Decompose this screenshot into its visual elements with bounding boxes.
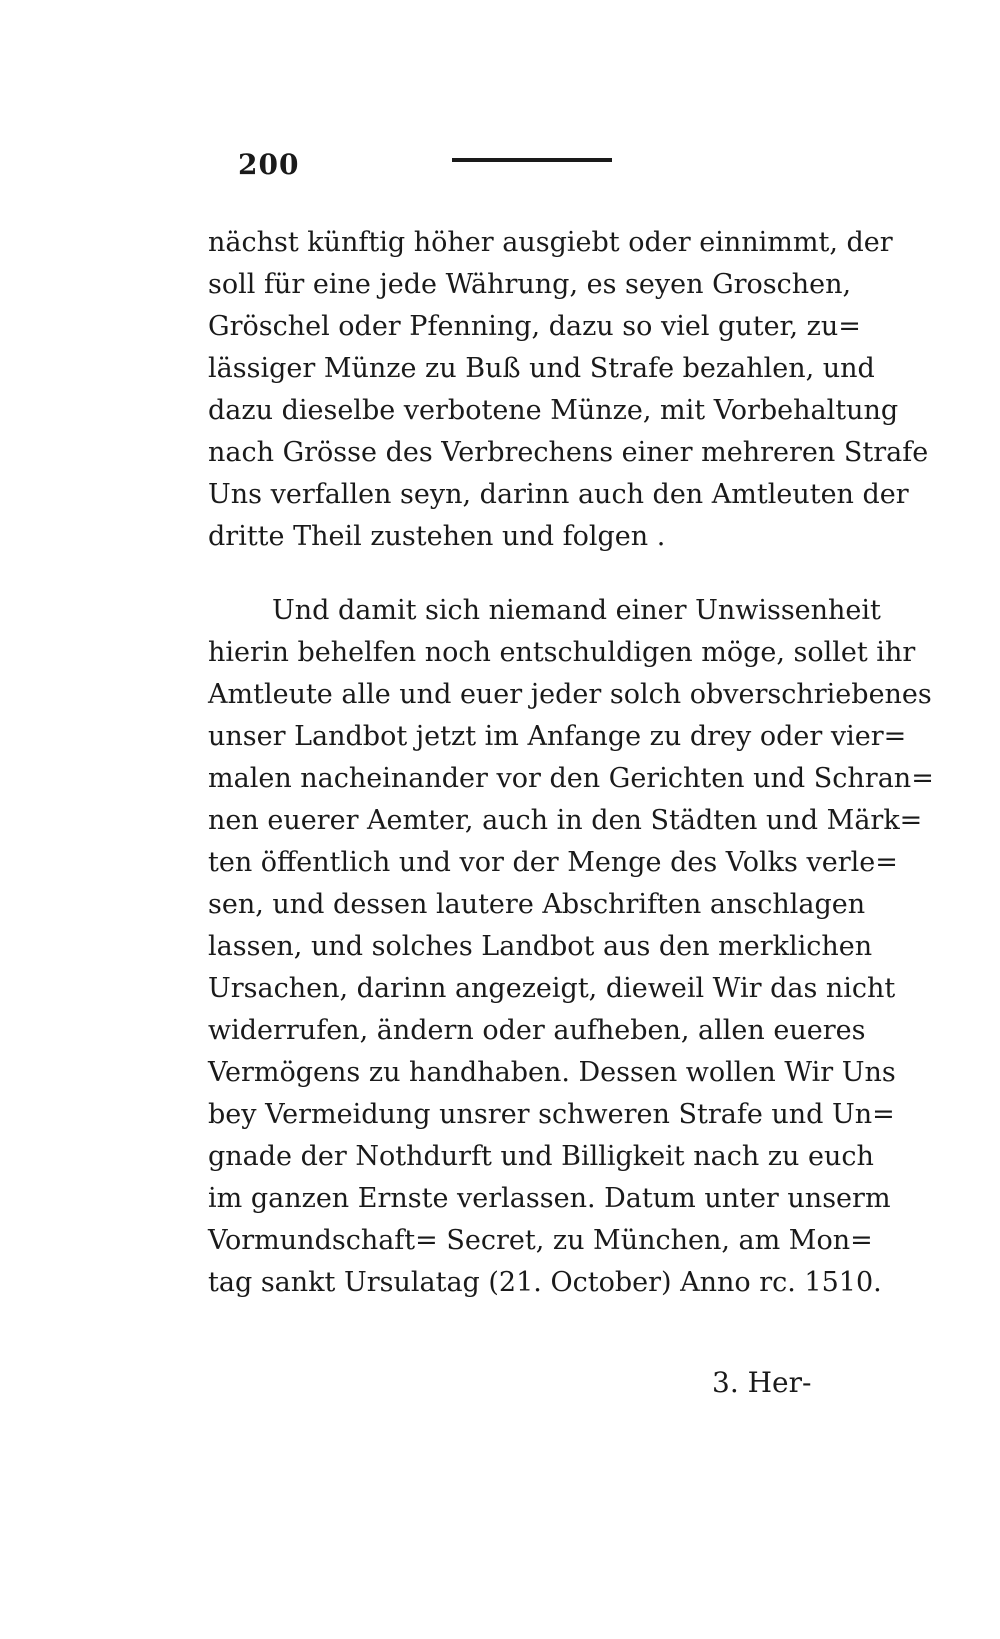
text-line: dritte Theil zustehen und folgen . (208, 521, 666, 552)
page-number: 200 (238, 148, 300, 181)
text-line: gnade der Nothdurft und Billigkeit nach zu euch (208, 1141, 874, 1172)
text-line: bey Vermeidung unsrer schweren Strafe und Un= (208, 1099, 895, 1130)
text-line: nach Grösse des Verbrechens einer mehreren Strafe (208, 437, 929, 468)
text-line: nen euerer Aemter, auch in den Städten und Märk= (208, 805, 923, 836)
catchword: 3. Her- (712, 1366, 812, 1399)
text-line: widerrufen, ändern oder aufheben, allen eueres (208, 1015, 866, 1046)
text-line: ten öffentlich und vor der Menge des Volks verle= (208, 847, 898, 878)
text-line: soll für eine jede Währung, es seyen Groschen, (208, 269, 852, 300)
text-line: sen, und dessen lautere Abschriften anschlagen (208, 889, 866, 920)
text-line: Amtleute alle und euer jeder solch obverschriebenes (208, 679, 932, 710)
text-line: dazu dieselbe verbotene Münze, mit Vorbehaltung (208, 395, 899, 426)
text-line: Und damit sich niemand einer Unwissenheit (272, 595, 881, 626)
text-line: nächst künftig höher ausgiebt oder einnimmt, der (208, 227, 893, 258)
text-line: Gröschel oder Pfenning, dazu so viel guter, zu= (208, 311, 861, 342)
text-line: unser Landbot jetzt im Anfange zu drey oder vier= (208, 721, 907, 752)
text-line: Vermögens zu handhaben. Dessen wollen Wir Uns (208, 1057, 896, 1088)
paragraph-2 (208, 590, 934, 1304)
text-line: Uns verfallen seyn, darinn auch den Amtleuten der (208, 479, 909, 510)
paragraph-1 (208, 222, 929, 558)
text-line: tag sankt Ursulatag (21. October) Anno rc. 1510. (208, 1267, 882, 1298)
text-line: im ganzen Ernste verlassen. Datum unter unserm (208, 1183, 891, 1214)
text-line: malen nacheinander vor den Gerichten und Schran= (208, 763, 934, 794)
text-line: hierin behelfen noch entschuldigen möge, sollet ihr (208, 637, 916, 668)
text-line: lassen, und solches Landbot aus den merklichen (208, 931, 873, 962)
text-line: lässiger Münze zu Buß und Strafe bezahlen, und (208, 353, 875, 384)
header-rule (452, 158, 612, 162)
text-line: Ursachen, darinn angezeigt, dieweil Wir das nicht (208, 973, 896, 1004)
text-line: Vormundschaft= Secret, zu München, am Mon= (208, 1225, 873, 1256)
